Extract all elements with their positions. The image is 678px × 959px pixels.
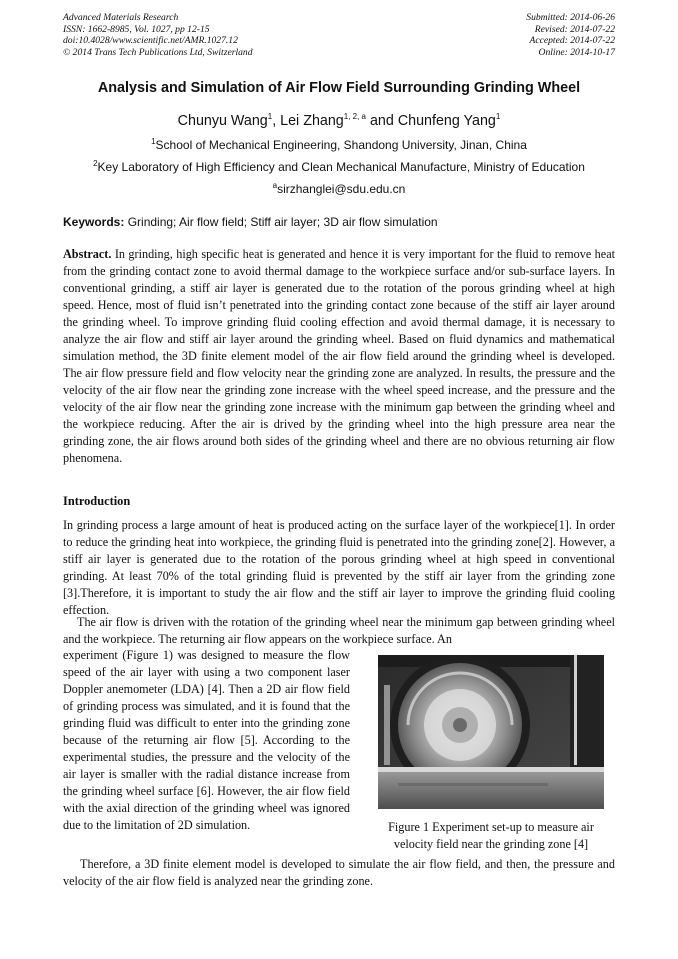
section-heading-introduction: Introduction bbox=[63, 494, 131, 508]
intro-paragraph-4: Therefore, a 3D finite element model is developed to simulate the air flow field, and then, the pressure and velocity of the air flow field is analyzed near the grinding zone. bbox=[63, 857, 615, 888]
author-affiliation-mark: 1, 2, a bbox=[343, 112, 366, 122]
copyright-line: © 2014 Trans Tech Publications Ltd, Switzerland bbox=[63, 46, 253, 58]
affiliation-mark: 1 bbox=[151, 137, 156, 146]
publication-dates bbox=[526, 12, 615, 58]
author-name: Chunyu Wang bbox=[177, 113, 268, 129]
author-name: Lei Zhang bbox=[280, 113, 344, 129]
author-affiliation-mark: 1 bbox=[495, 112, 501, 122]
intro-paragraph-2: The air flow is driven with the rotation of the grinding wheel near the minimum gap between grinding wheel and the workpiece. The returning air flow appears on the workpiece surface. An bbox=[63, 615, 615, 646]
author-affiliation-mark: 1 bbox=[267, 112, 273, 122]
figure-1-photo bbox=[378, 655, 604, 809]
journal-info bbox=[63, 12, 253, 58]
author-list bbox=[40, 113, 638, 129]
journal-name: Advanced Materials Research bbox=[63, 12, 179, 23]
online-date: Online: 2014-10-17 bbox=[538, 46, 615, 58]
grinding-wheel-photo bbox=[378, 655, 604, 809]
abstract-label: Abstract. bbox=[63, 247, 112, 261]
revised-date: Revised: 2014-07-22 bbox=[534, 23, 615, 35]
submitted-date: Submitted: 2014-06-26 bbox=[526, 12, 615, 23]
author-separator: and bbox=[366, 113, 398, 129]
affiliation-1 bbox=[40, 138, 638, 152]
abstract bbox=[63, 246, 615, 467]
intro-paragraph-3: experiment (Figure 1) was designed to measure the flow speed of the air layer with using a two component laser Doppler anemometer (LDA) [4]. Then a 2D air flow field of grinding process was simulated, and it is found that the grinding fluid was difficult to enter into the grinding zone because of the returning air flow [5]. According to the experimental studies, the pressure and the velocity of the air layer is smaller with the radial distance increase from the grinding wheel surface [6]. However, the air flow field with the axial direction of the grinding wheel was ignored due to the limitation of 2D simulation. bbox=[63, 648, 350, 832]
affiliation-text: Key Laboratory of High Efficiency and Clean Mechanical Manufacture, Ministry of Education bbox=[97, 160, 585, 174]
author-name: Chunfeng Yang bbox=[397, 113, 496, 129]
paper-title: Analysis and Simulation of Air Flow Field Surrounding Grinding Wheel bbox=[97, 80, 581, 96]
affiliation-text: School of Mechanical Engineering, Shandong University, Jinan, China bbox=[155, 138, 527, 152]
email-mark: a bbox=[272, 181, 278, 190]
author-separator: , bbox=[272, 113, 281, 129]
keywords-label: Keywords: bbox=[63, 215, 125, 229]
affiliation-mark: 2 bbox=[93, 159, 98, 168]
doi-line: doi:10.4028/www.scientific.net/AMR.1027.12 bbox=[63, 35, 238, 47]
abstract-text: In grinding, high specific heat is generated and hence it is very important for the fluid to remove heat from the grinding contact zone to avoid thermal damage to the workpiece surface and/or sub-surface layers. In conventional grinding, a stiff air layer is generated due to the rotation of the porous grinding wheel at high speed. Hence, most of fluid isn’t penetrated into the grinding contact zone because of the stiff air layer around the grinding wheel. To improve grinding fluid cooling effection and avoid thermal damage, it is necessary to analyze the air flow and stiff air layer around the grinding wheel. Based on fluid dynamics and mathematical simulation method, the 3D finite element model of the air flow field around the grinding wheel is developed. The air flow pressure field and flow velocity near the grinding zone are analyzed. In results, the pressure and the velocity of the air flow near the grinding zone increase with the wheel speed increase, and the pressure and the velocity of the air flow near the grinding zone increase with the minimum gap between the grinding wheel and the workpiece reducing. After the air is drived by the grinding wheel into the high pressure area near the grinding zone, the air flows around both sides of the grinding wheel and there are no obvious returning air flow phenomena. bbox=[63, 247, 615, 465]
keywords bbox=[63, 215, 615, 229]
affiliation-2 bbox=[40, 160, 638, 174]
accepted-date: Accepted: 2014-07-22 bbox=[529, 35, 615, 47]
intro-paragraph-1: In grinding process a large amount of heat is produced acting on the surface layer of the workpiece[1]. In order to reduce the grinding heat into workpiece, the grinding fluid is penetrated into the grinding zone[2]. However, a stiff air layer is generated due to the rotation of the porous grinding wheel at high speed in conventional grinding. At least 70% of the total grinding fluid is prevented by the stiff air layer from the grinding zone [3].Therefore, it is important to study the air flow and the stiff air layer to improve the grinding fluid cooling effection. bbox=[63, 518, 615, 617]
corresponding-email bbox=[40, 182, 638, 196]
figure-1-caption: Figure 1 Experiment set-up to measure air velocity field near the grinding zone [4] bbox=[388, 820, 594, 851]
issn-line: ISSN: 1662-8985, Vol. 1027, pp 12-15 bbox=[63, 23, 210, 35]
keywords-text: Grinding; Air flow field; Stiff air layer; 3D air flow simulation bbox=[124, 215, 438, 229]
email-text: sirzhanglei@sdu.edu.cn bbox=[277, 182, 406, 196]
